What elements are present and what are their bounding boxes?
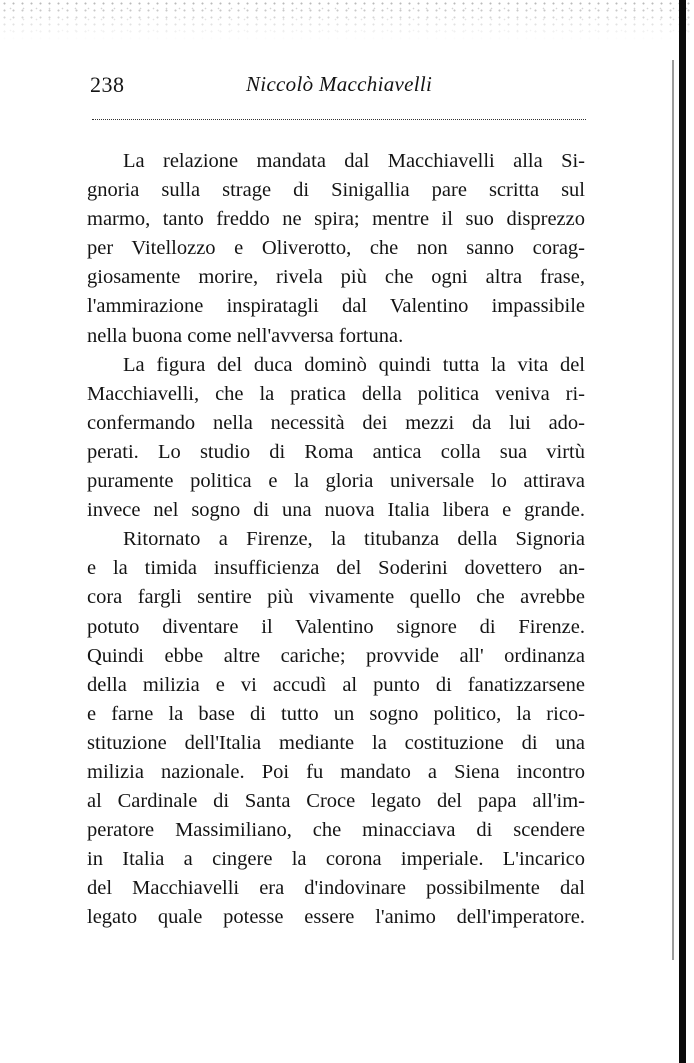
- text-line: l'ammirazione inspiratagli dal Valentino impassibile: [87, 295, 585, 318]
- text-line: e farne la base di tutto un sogno politico, la rico-: [87, 702, 585, 725]
- text-line: perati. Lo studio di Roma antica colla sua virtù: [87, 440, 585, 463]
- text-line: nella buona come nell'avversa fortuna.: [87, 324, 404, 347]
- text-line: della milizia e vi accudì al punto di fanatizzarsene: [87, 673, 585, 696]
- text-line: invece nel sogno di una nuova Italia libera e grande.: [87, 499, 585, 522]
- text-line: in Italia a cingere la corona imperiale. L'incarico: [87, 848, 585, 871]
- text-line: marmo, tanto freddo ne spira; mentre il suo disprezzo: [87, 208, 585, 231]
- text-line: Quindi ebbe altre cariche; provvide all' ordinanza: [87, 644, 585, 667]
- text-line: per Vitellozzo e Oliverotto, che non sanno corag-: [87, 237, 585, 260]
- scan-noise: [0, 0, 694, 40]
- text-line: cora fargli sentire più vivamente quello che avrebbe: [87, 586, 585, 609]
- text-line: legato quale potesse essere l'animo dell'imperatore.: [87, 906, 585, 929]
- header-rule: [92, 119, 586, 120]
- text-line: La relazione mandata dal Macchiavelli alla Si-: [123, 150, 585, 172]
- text-line: La figura del duca dominò quindi tutta la vita del: [123, 353, 585, 376]
- text-line: stituzione dell'Italia mediante la costituzione di una: [87, 731, 585, 754]
- page-header: [90, 72, 590, 102]
- text-line: Ritornato a Firenze, la titubanza della Signoria: [123, 528, 585, 551]
- text-line: giosamente morire, rivela più che ogni altra frase,: [87, 266, 585, 289]
- text-line: e la timida insufficienza del Soderini dovettero an-: [87, 557, 585, 580]
- page-edge-line: [672, 60, 674, 960]
- text-line: confermando nella necessità dei mezzi da lui ado-: [87, 411, 585, 434]
- text-line: puramente politica e la gloria universale lo attirava: [87, 470, 585, 493]
- text-line: Macchiavelli, che la pratica della politica veniva ri-: [87, 382, 585, 405]
- text-line: milizia nazionale. Poi fu mandato a Siena incontro: [87, 760, 585, 783]
- text-line: gnoria sulla strage di Sinigallia pare scritta sul: [87, 179, 585, 202]
- page-number: 238: [90, 72, 125, 97]
- text-line: al Cardinale di Santa Croce legato del papa all'im-: [87, 790, 585, 813]
- body-text: [87, 147, 585, 933]
- text-line: potuto diventare il Valentino signore di Firenze.: [87, 615, 585, 638]
- running-head: Niccolò Macchiavelli: [246, 72, 433, 96]
- page-edge-shadow: [679, 0, 686, 1063]
- text-line: peratore Massimiliano, che minacciava di scendere: [87, 819, 585, 842]
- text-line: del Macchiavelli era d'indovinare possibilmente dal: [87, 877, 585, 900]
